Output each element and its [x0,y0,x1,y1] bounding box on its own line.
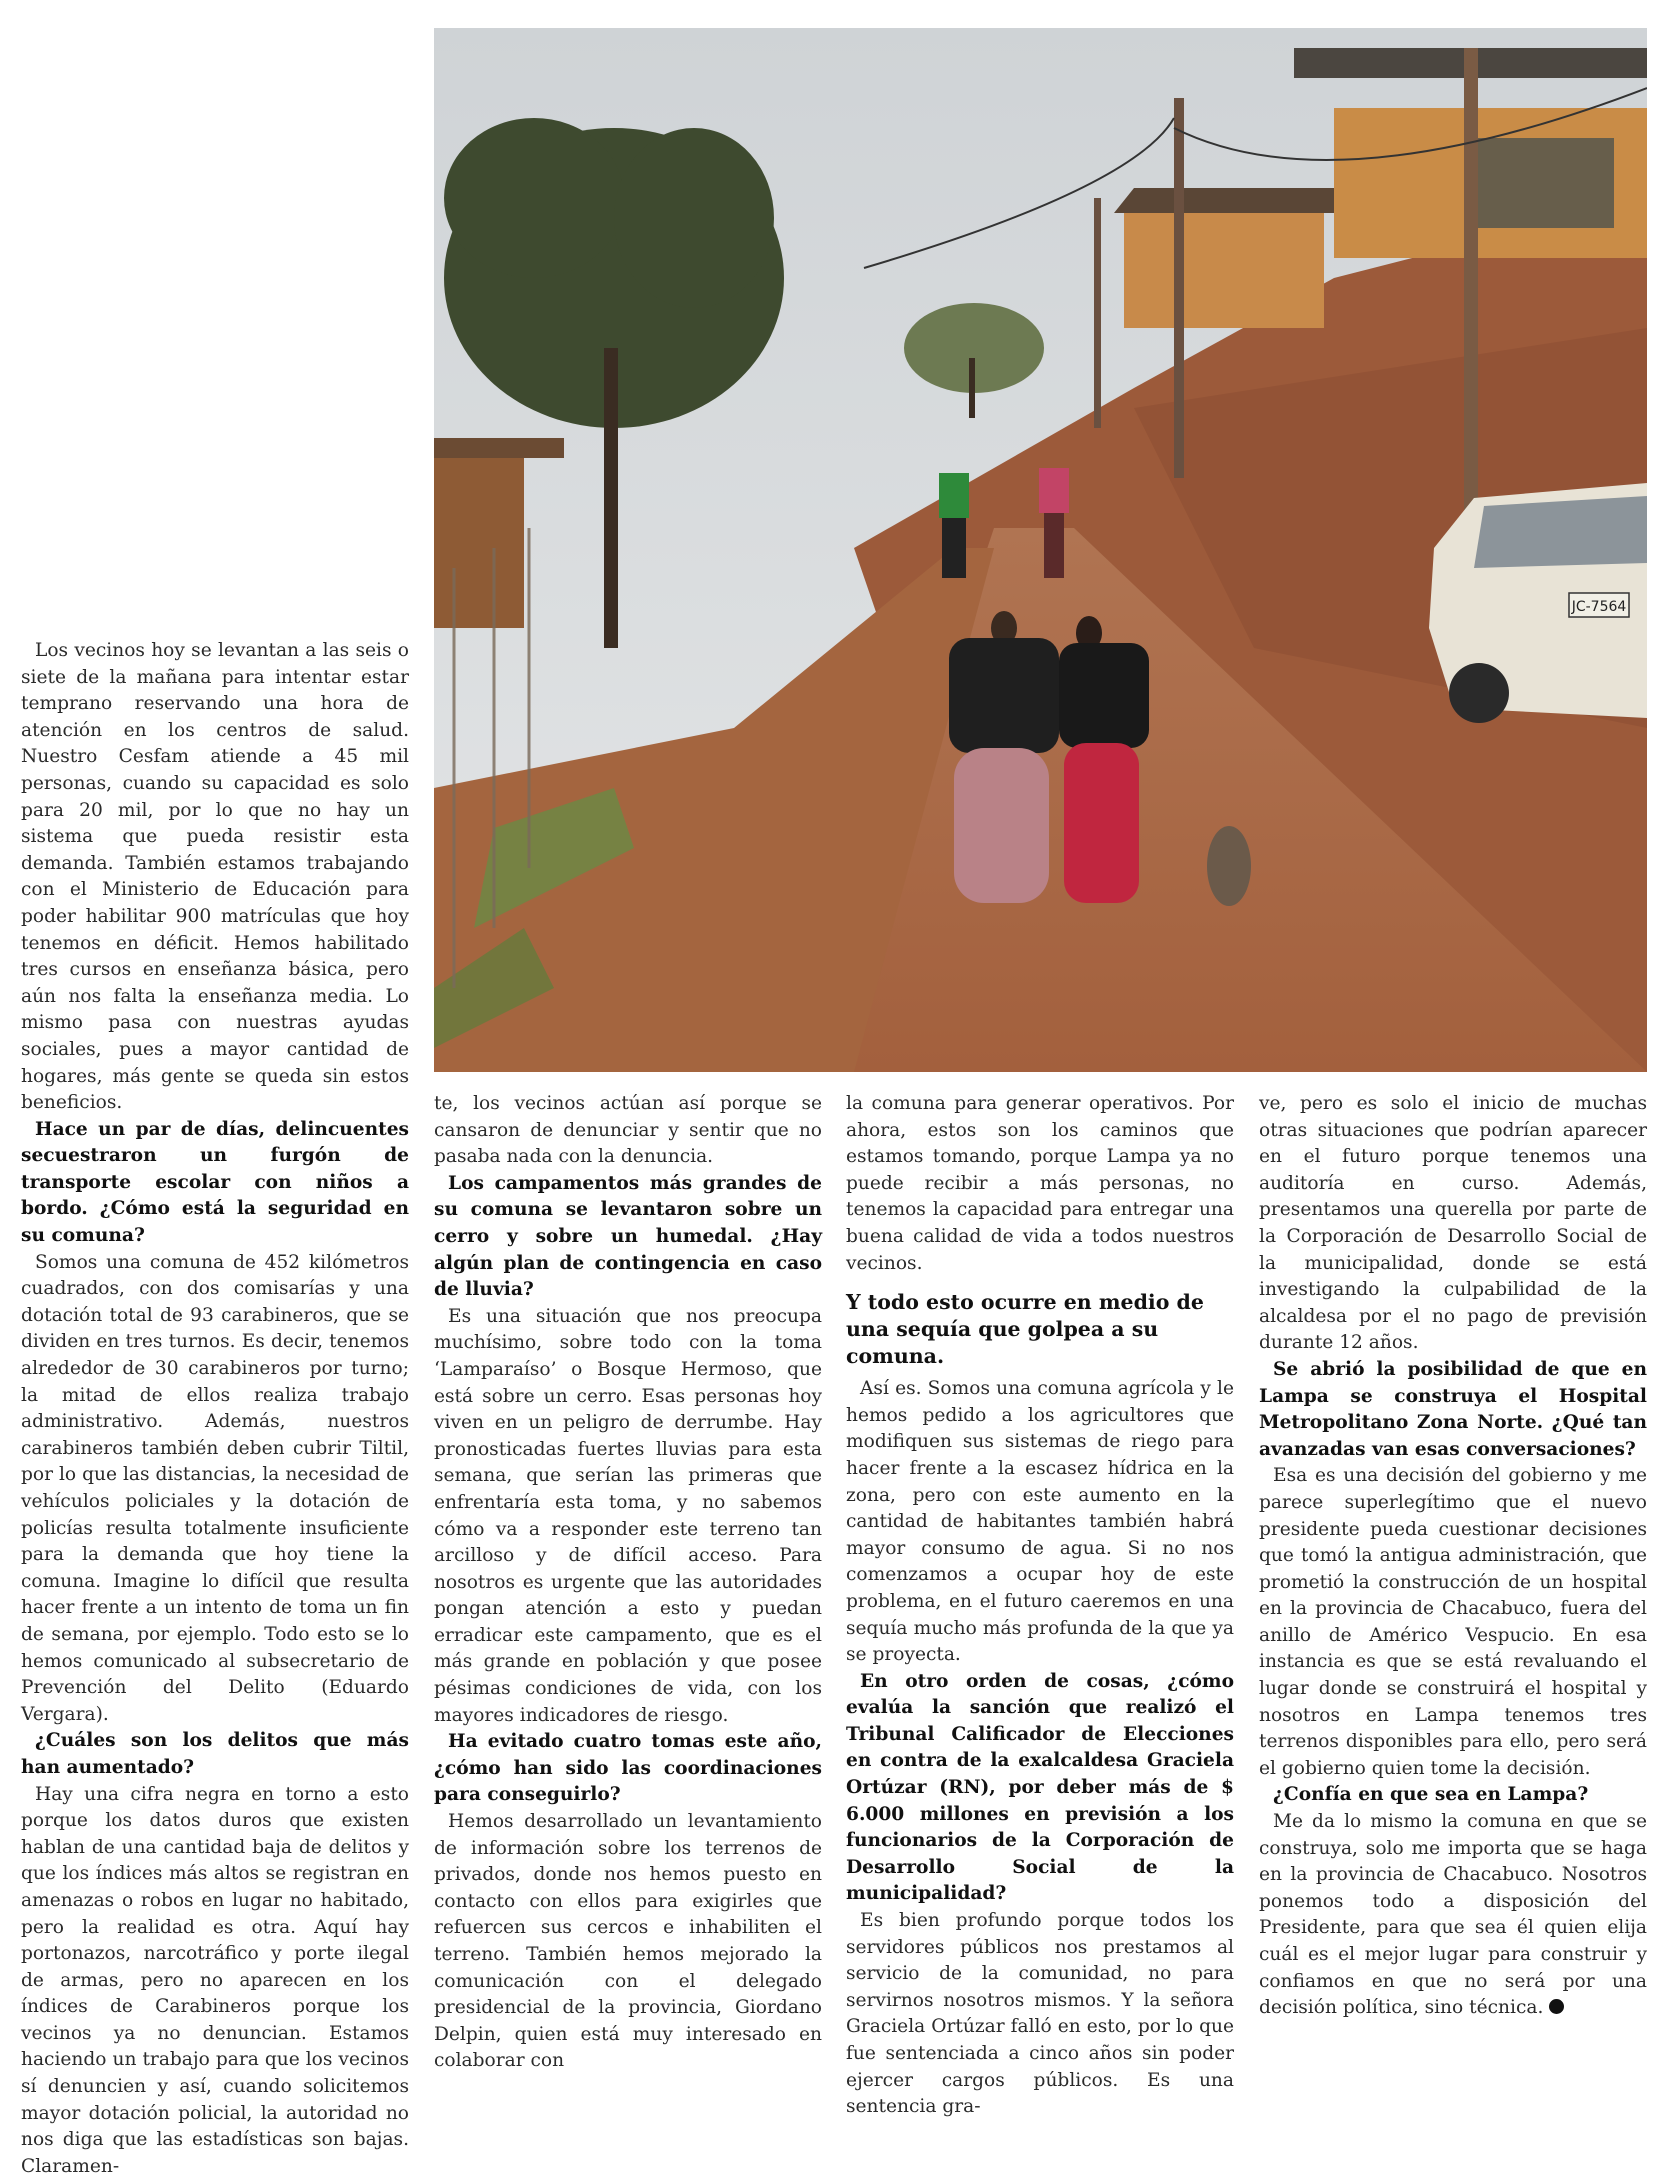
street-photo-icon [434,28,1647,1072]
paragraph: Es bien profundo porque todos los servidores públicos nos prestamos al servicio de la comunidad, no para servirnos nosotros mismos. Y la señora Graciela Ortúzar falló en esto, por lo que fue sentenciada a cinco años sin poder ejercer cargos públicos. Es una sentencia gra- [846,1910,1234,2118]
paragraph [1259,1809,1647,2022]
paragraph: ve, pero es solo el inicio de muchas otras situaciones que podrían aparecer en el futuro porque tenemos una auditoría en curso. Además, presentamos una querella por parte de la Corporación de Desarrollo Social de la municipalidad, donde se está investigando la culpabilidad de la alcaldesa por el no pago de previsión durante 12 años. [1259,1093,1647,1354]
paragraph: Esa es una decisión del gobierno y me parece superlegítimo que el nuevo presidente pueda cuestionar decisiones que tomó la antigua administración, que prometió la construcción de un hospital en la provincia de Chacabuco, fuera del anillo de Américo Vespucio. En esa instancia es que se está revaluando el lugar donde se construirá el hospital y nosotros en Lampa tenemos tres terrenos disponibles para ello, pero será el gobierno quien tome la decisión. [1259,1465,1647,1779]
column-3 [846,1091,1234,2121]
question: En otro orden de cosas, ¿cómo evalúa la sanción que realizó el Tribunal Calificador de Elecciones en contra de la exalcaldesa Graciela Ortúzar (RN), por deber más de $ 6.000 millones en previsión a los funcionarios de la Corporación de Desarrollo Social de la municipalidad? [846,1670,1234,1905]
question: Ha evitado cuatro tomas este año, ¿cómo han sido las coordinaciones para conseguirlo? [434,1731,822,1806]
column-2 [434,1091,822,2075]
question: Los campamentos más grandes de su comuna se levantaron sobre un cerro y sobre un humedal. ¿Hay algún plan de contingencia en caso de lluvia? [434,1172,822,1301]
paragraph: la comuna para generar operativos. Por ahora, estos son los caminos que estamos tomando, porque Lampa ya no puede recibir a más personas, no tenemos la capacidad para entregar una buena calidad de vida a todos nuestros vecinos. [846,1093,1234,1274]
question: Se abrió la posibilidad de que en Lampa se construya el Hospital Metropolitano Zona Norte. ¿Qué tan avanzadas van esas conversaciones? [1259,1358,1647,1460]
question: ¿Cuáles son los delitos que más han aumentado? [21,1730,409,1778]
license-plate: JC-7564 [1571,599,1627,615]
column-1 [21,638,409,2180]
question: ¿Confía en que sea en Lampa? [1273,1784,1589,1806]
paragraph: Es una situación que nos preocupa muchísimo, sobre todo con la toma ‘Lamparaíso’ o Bosque Hermoso, que está sobre un cerro. Esas personas hoy viven en un peligro de derrumbe. Hay pronosticadas fuertes lluvias para esta semana, que serían las primeras que enfrentaría esta toma, y no sabemos cómo va a responder este terreno tan arcilloso y de difícil acceso. Para nosotros es urgente que las autoridades pongan atención a esto y puedan erradicar este campamento, que es el más grande en población y que posee pésimas condiciones de vida, con los mayores indicadores de riesgo. [434,1305,822,1726]
final-paragraph-text: Me da lo mismo la comuna en que se construya, solo me importa que se haga en la provincia de Chacabuco. Nosotros ponemos todo a disposición del Presidente, para que sea él quien elija cuál es el mejor lugar para construir y confiamos en que no será por una decisión política, sino técnica. [1259,1811,1647,2019]
section-heading: Y todo esto ocurre en medio de una sequía que golpea a su comuna. [846,1290,1204,1369]
question: Hace un par de días, delincuentes secuestraron un furgón de transporte escolar con niños a bordo. ¿Cómo está la seguridad en su comuna? [21,1118,409,1247]
paragraph: Los vecinos hoy se levantan a las seis o siete de la mañana para intentar estar temprano reservando una hora de atención en los centros de salud. Nuestro Cesfam atiende a 45 mil personas, cuando su capacidad es solo para 20 mil, por lo que no hay un sistema que pueda resistir esta demanda. También estamos trabajando con el Ministerio de Educación para poder habilitar 900 matrículas que hoy tenemos en déficit. Hemos habilitado tres cursos en enseñanza básica, pero aún nos falta la enseñanza media. Lo mismo pasa con nuestras ayudas sociales, pues a mayor cantidad de hogares, más gente se queda sin estos beneficios. [21,640,409,1114]
article-photo [434,28,1647,1072]
column-4 [1259,1091,1647,2022]
paragraph: Somos una comuna de 452 kilómetros cuadrados, con dos comisarías y una dotación total de 93 carabineros, que se dividen en tres turnos. Es decir, tenemos alrededor de 30 carabineros por turno; la mitad de ellos realiza trabajo administrativo. Además, nuestros carabineros también deben cubrir Tiltil, por lo que las distancias, la necesidad de vehículos policiales y la dotación de policías resulta totalmente insuficiente para la demanda que hoy tiene la comuna. Imagine lo difícil que resulta hacer frente a un intento de toma un fin de semana, por ejemplo. Todo esto se lo hemos comunicado al subsecretario de Prevención del Delito (Eduardo Vergara). [21,1251,409,1725]
paragraph: Hemos desarrollado un levantamiento de información sobre los terrenos de privados, donde nos hemos puesto en contacto con ellos para exigirles que refuercen sus cercos e inhabiliten el terreno. También hemos mejorado la comunicación con el delegado presidencial de la provincia, Giordano Delpin, quien está muy interesado en colaborar con [434,1811,822,2072]
end-of-article-icon [1549,1999,1564,2014]
paragraph: te, los vecinos actúan así porque se cansaron de denunciar y sentir que no pasaba nada con la denuncia. [434,1093,822,1168]
paragraph: Hay una cifra negra en torno a esto porque los datos duros que existen hablan de una cantidad baja de delitos y que los índices más altos se registran en amenazas o robos en lugar no habitado, pero la realidad es otra. Aquí hay portonazos, narcotráfico y porte ilegal de armas, pero no aparecen en los índices de Carabineros porque los vecinos ya no denuncian. Estamos haciendo un trabajo para que los vecinos sí denuncien y así, cuando solicitemos mayor dotación policial, la autoridad no nos diga que las estadísticas son bajas. Claramen- [21,1783,409,2177]
paragraph: Así es. Somos una comuna agrícola y le hemos pedido a los agricultores que modifiquen sus sistemas de riego para hacer frente a la escasez hídrica en la zona, pero con este aumento en la cantidad de habitantes también habrá mayor consumo de agua. Si no nos comenzamos a ocupar hoy de este problema, en el futuro caeremos en una sequía mucho más profunda de la que ya se proyecta. [846,1378,1234,1666]
